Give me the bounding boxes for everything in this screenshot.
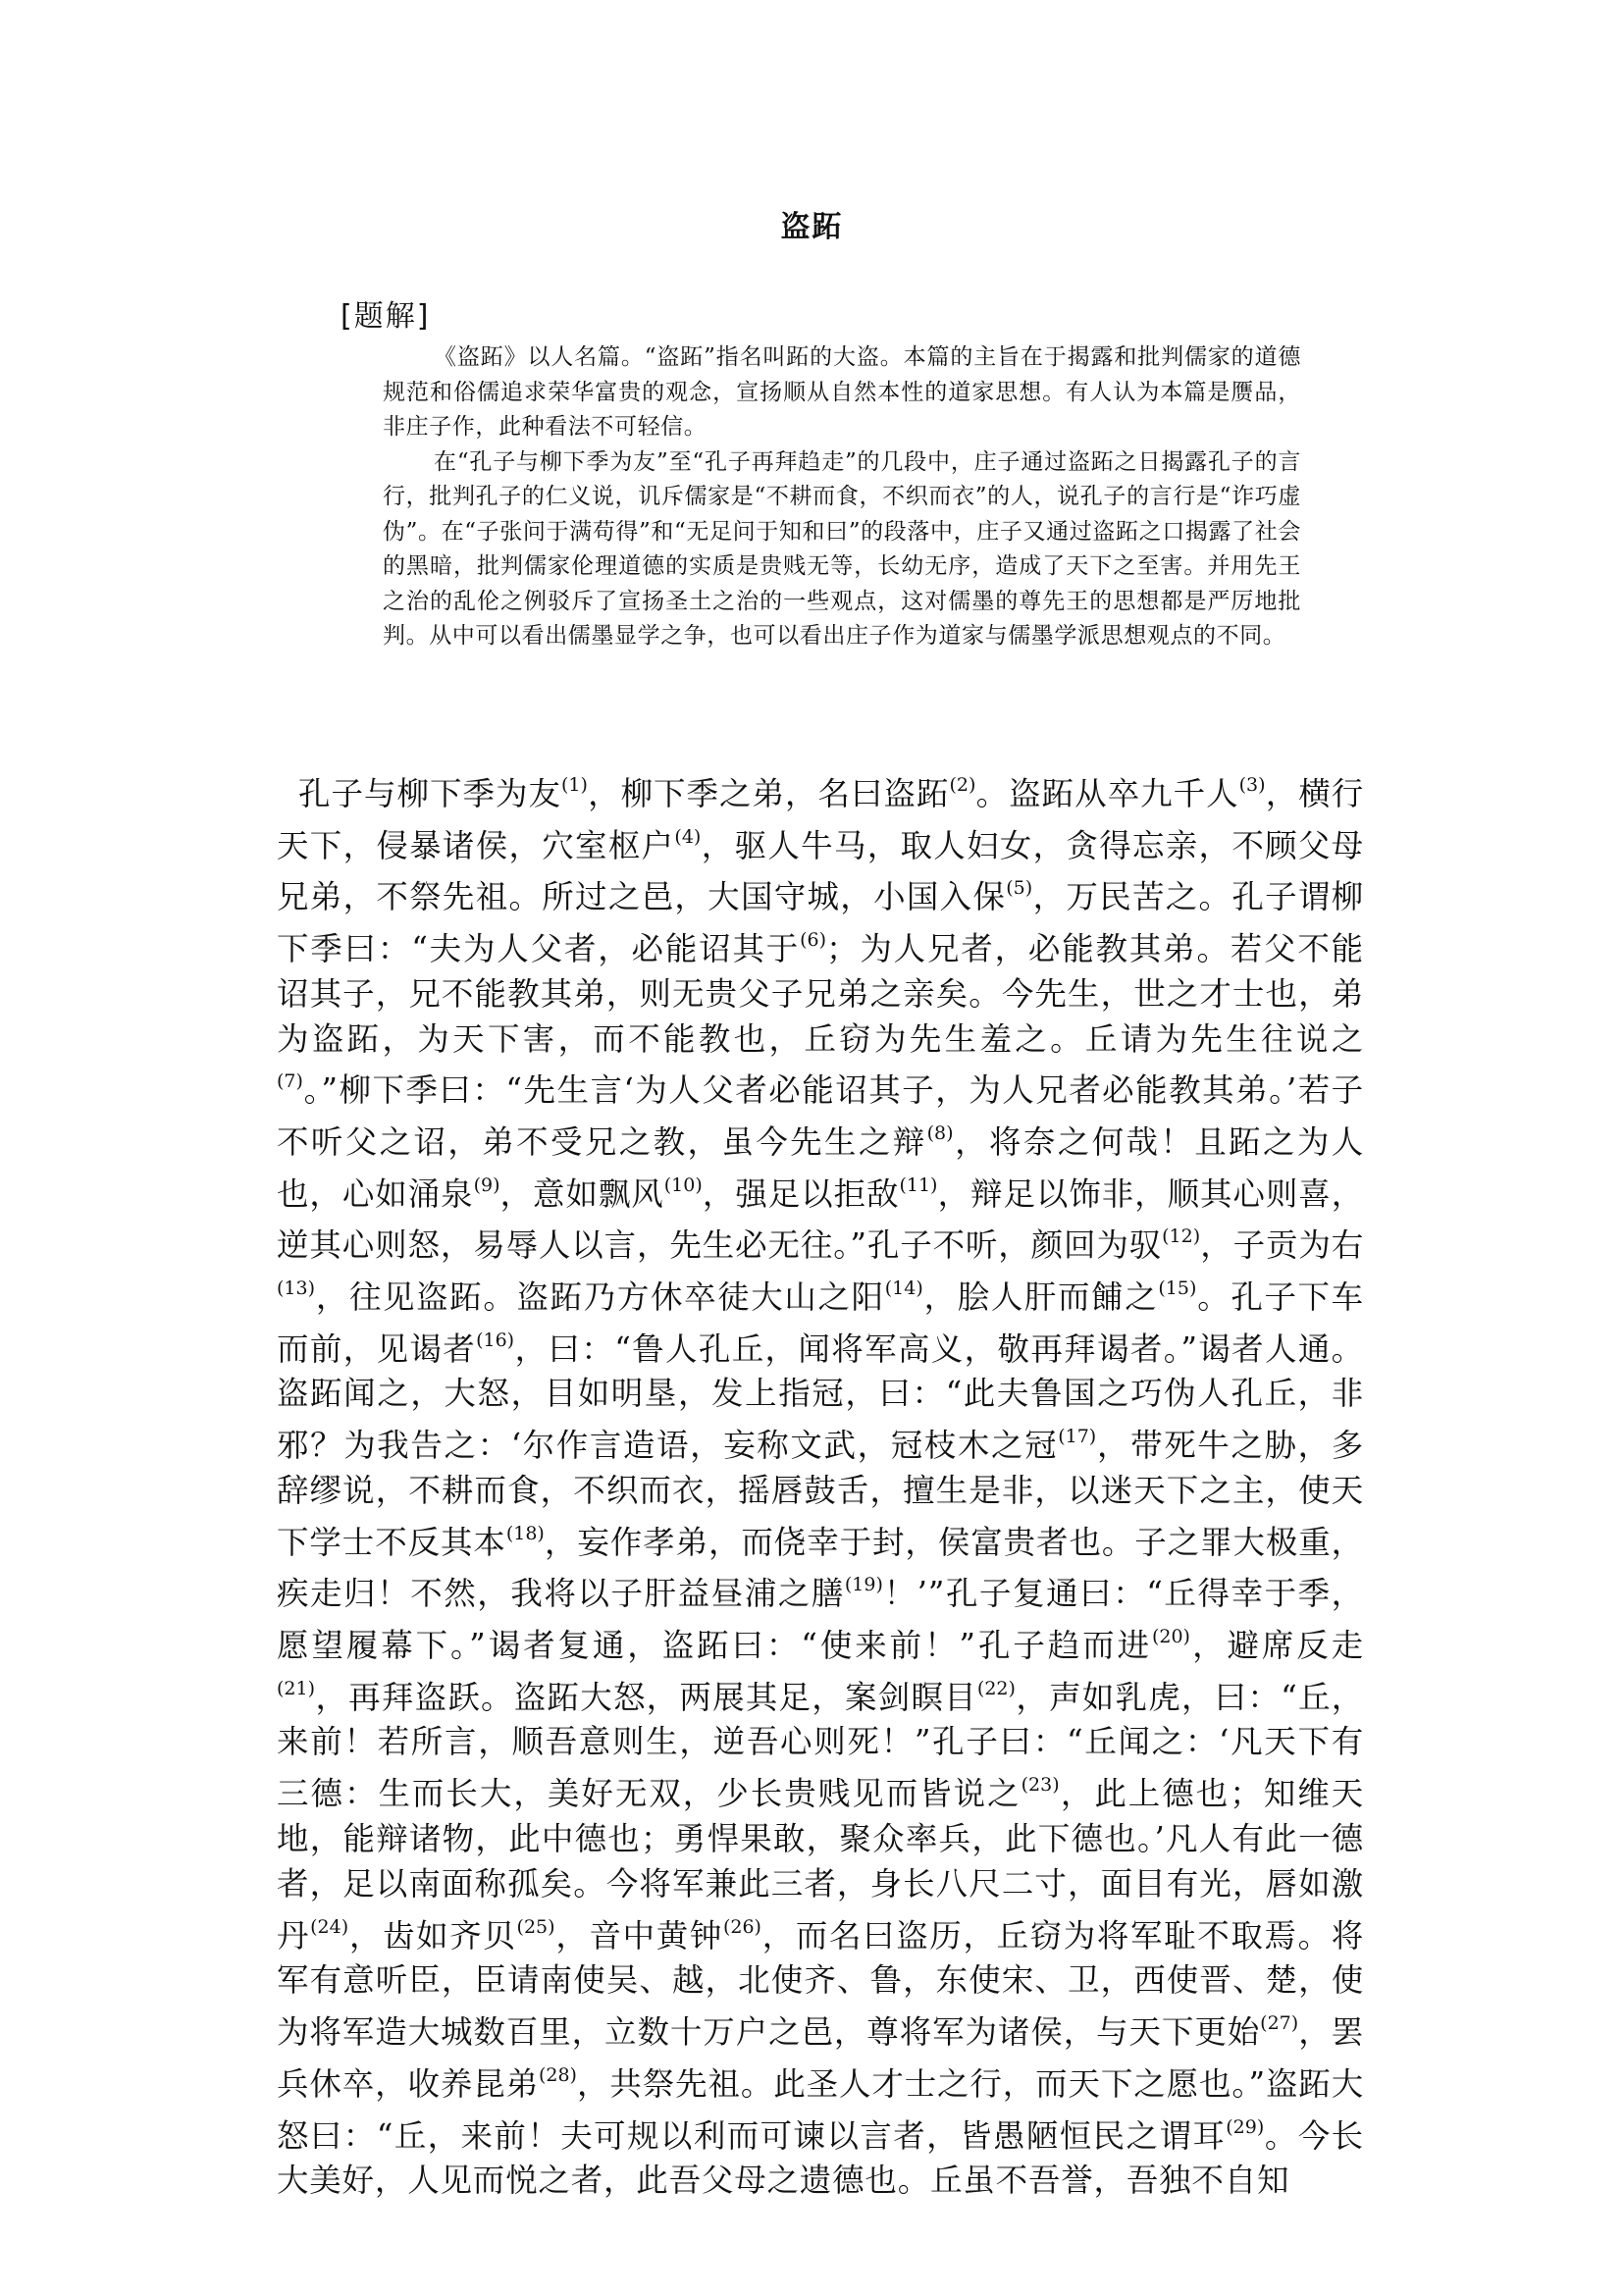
footnote-marker: (19) [844, 1574, 883, 1596]
text-run: ，罢兵休卒，收养昆弟 [277, 2013, 1364, 2103]
footnote-marker: (23) [1021, 1774, 1060, 1797]
footnote-marker: (20) [1151, 1626, 1190, 1648]
text-run: ，而名曰盗历，丘窃为将军耻不取焉。将军有意听臣，臣请南使吴、越，北使齐、鲁，东使宋、卫，西使晋、楚，使为将军造大城数百里，立数十万户之邑，尊将军为诸侯，与天下更始 [277, 1916, 1364, 2051]
text-run: 。盗跖从卒九千人 [975, 774, 1239, 812]
text-run: ，齿如齐贝 [348, 1916, 517, 1955]
text-run: ，妄作孝弟，而侥幸于封，侯富贵者也。子之罪大极重，疾走归！不然，我将以子肝益昼浦之膳 [277, 1523, 1364, 1613]
text-run: ，强足以拒敌 [702, 1174, 900, 1213]
footnote-marker: (22) [976, 1677, 1016, 1699]
text-run: ，音中黄钟 [554, 1916, 723, 1955]
text-run: ，柳下季之弟，名曰盗跖 [587, 774, 950, 812]
text-run: ，驱人牛马，取人妇女，贪得忘亲，不顾父母兄弟，不祭先祖。所过之邑，大国守城，小国入保 [277, 826, 1364, 916]
text-run: 孔子与柳下季为友 [298, 774, 561, 812]
footnote-marker: (13) [277, 1277, 316, 1300]
footnote-marker: (4) [674, 825, 702, 848]
page-title: 盗跖 [780, 210, 844, 244]
text-run: ，共祭先祖。此圣人才士之行，而天下之愿也。”盗跖大怒曰：“丘，来前！夫可规以利而可谏以言者，皆愚陋恒民之谓耳 [277, 2064, 1364, 2155]
text-run: ，往见盗跖。盗跖乃方休卒徒大山之阳 [315, 1277, 885, 1316]
text-run: ，曰：“鲁人孔丘，闻将军高义，敬再拜谒者。”谒者人通。盗跖闻之，大怒，目如明垦，发上指冠，曰：“此夫鲁国之巧伪人孔丘，非邪？为我告之：‘尔作言造语，妄称文武，冠枝木之冠 [277, 1329, 1364, 1465]
footnote-marker: (29) [1226, 2115, 1265, 2138]
footnote-marker: (15) [1158, 1277, 1197, 1300]
text-run: ，带死牛之胁，多辞缪说，不耕而食，不织而衣，摇唇鼓舌，擅生是非，以迷天下之主，使天下学士不反其本 [277, 1427, 1365, 1561]
intro-paragraph: 在“孔子与柳下季为友”至“孔子再拜趋走”的几段中，庄子通过盗跖之日揭露孔子的言行，批判孔子的仁义说，讥斥儒家是“不耕而食，不织而衣”的人，说孔子的言行是“诈巧虚伪”。在“子张问于满苟得”和“无足问于知和曰”的段落中，庄子又通过盗跖之口揭露了社会的黑暗，批判儒家伦理道德的实质是贵贱无等，长幼无序，造成了天下之至害。并用先王之治的乱伦之例驳斥了宣扬圣土之治的一些观点，这对儒墨的尊先王的思想都是严厉地批判。从中可以看出儒墨显学之争，也可以看出庄子作为道家与儒墨学派思想观点的不同。 [383, 448, 1301, 649]
footnote-marker: (6) [800, 929, 827, 952]
intro-block [383, 340, 1301, 654]
footnote-marker: (21) [277, 1677, 316, 1699]
footnote-marker: (17) [1058, 1426, 1097, 1448]
text-run: 。孔子下车而前，见谒者 [277, 1277, 1364, 1368]
text-run: ，避席反走 [1189, 1626, 1364, 1664]
text-run: ，意如飘风 [499, 1174, 664, 1213]
main-paragraph [277, 765, 1364, 2204]
text-run: ，横行天下，侵暴诸侯，穴室枢户 [277, 774, 1364, 864]
footnote-marker: (9) [473, 1173, 500, 1196]
footnote-marker: (24) [310, 1915, 349, 1938]
footnote-marker: (26) [722, 1915, 761, 1938]
text-run: ，万民苦之。孔子谓柳下季曰：“夫为人父者，必能诏其于 [277, 878, 1364, 967]
footnote-marker: (16) [476, 1329, 515, 1351]
text-run: 。今长大美好，人见而悦之者，此吾父母之遗德也。丘虽不吾誉，吾独不自知 [277, 2116, 1364, 2200]
text-run: ，子贡为右 [1200, 1226, 1364, 1265]
footnote-marker: (27) [1260, 2012, 1299, 2035]
footnote-marker: (12) [1162, 1225, 1201, 1248]
text-run: 。”柳下季曰：“先生言‘为人父者必能诏其子，为人兄者必能教其弟。’若子不听父之诏，弟不受兄之教，虽今先生之辩 [277, 1071, 1364, 1161]
main-text [277, 765, 1364, 2204]
text-run: ，再拜盗跃。盗跖大怒，两展其足，案剑瞑目 [315, 1678, 977, 1716]
footnote-marker: (2) [949, 774, 976, 796]
text-run: ；为人兄者，必能教其弟。若父不能诏其子，兄不能教其弟，则无贵父子兄弟之亲矣。今先生，世之才士也，弟为盗跖，为天下害，而不能教也，丘窃为先生羞之。丘请为先生往说之 [277, 929, 1364, 1058]
footnote-marker: (1) [560, 774, 588, 796]
footnote-marker: (8) [926, 1122, 954, 1145]
text-run: ！’”孔子复通曰：“丘得幸于季，愿望履幕下。”谒者复通，盗跖曰：“使来前！”孔子趋而进 [277, 1575, 1364, 1664]
footnote-marker: (7) [277, 1070, 303, 1093]
intro-paragraph: 《盗跖》以人名篇。“盗跖”指名叫跖的大盗。本篇的主旨在于揭露和批判儒家的道德规范和俗儒追求荣华富贵的观念，宣扬顺从自然本性的道家思想。有人认为本篇是赝品，非庄子作，此种看法不可轻信。 [383, 344, 1301, 440]
footnote-marker: (28) [538, 2063, 577, 2086]
footnote-marker: (5) [1006, 877, 1033, 900]
footnote-marker: (25) [516, 1915, 555, 1938]
footnote-marker: (14) [884, 1277, 923, 1300]
text-run: ，辩足以饰非，顺其心则喜，逆其心则怒，易辱人以言，先生必无往。”孔子不听，颜回为驭 [277, 1174, 1364, 1265]
text-run: ，将奈之何哉！且跖之为人也，心如涌泉 [277, 1122, 1364, 1213]
text-run: ，此上德也；知维天地，能辩诸物，此中德也；勇悍果敢，聚众率兵，此下德也。’凡人有此一德者，足以南面称孤矣。今将军兼此三者，身长八尺二寸，面目有光，唇如激丹 [277, 1775, 1365, 1955]
footnote-marker: (18) [505, 1522, 545, 1544]
section-heading: [题解] [341, 299, 431, 334]
footnote-marker: (11) [899, 1173, 938, 1196]
text-run: ，脍人肝而餔之 [922, 1277, 1159, 1316]
footnote-marker: (10) [663, 1173, 703, 1196]
footnote-marker: (3) [1238, 774, 1266, 796]
text-run: ，声如乳虎，曰：“丘，来前！若所言，顺吾意则生，逆吾心则死！”孔子曰：“丘闻之：‘凡天下有三德：生而长大，美好无双，少长贵贱见而皆说之 [277, 1678, 1364, 1813]
